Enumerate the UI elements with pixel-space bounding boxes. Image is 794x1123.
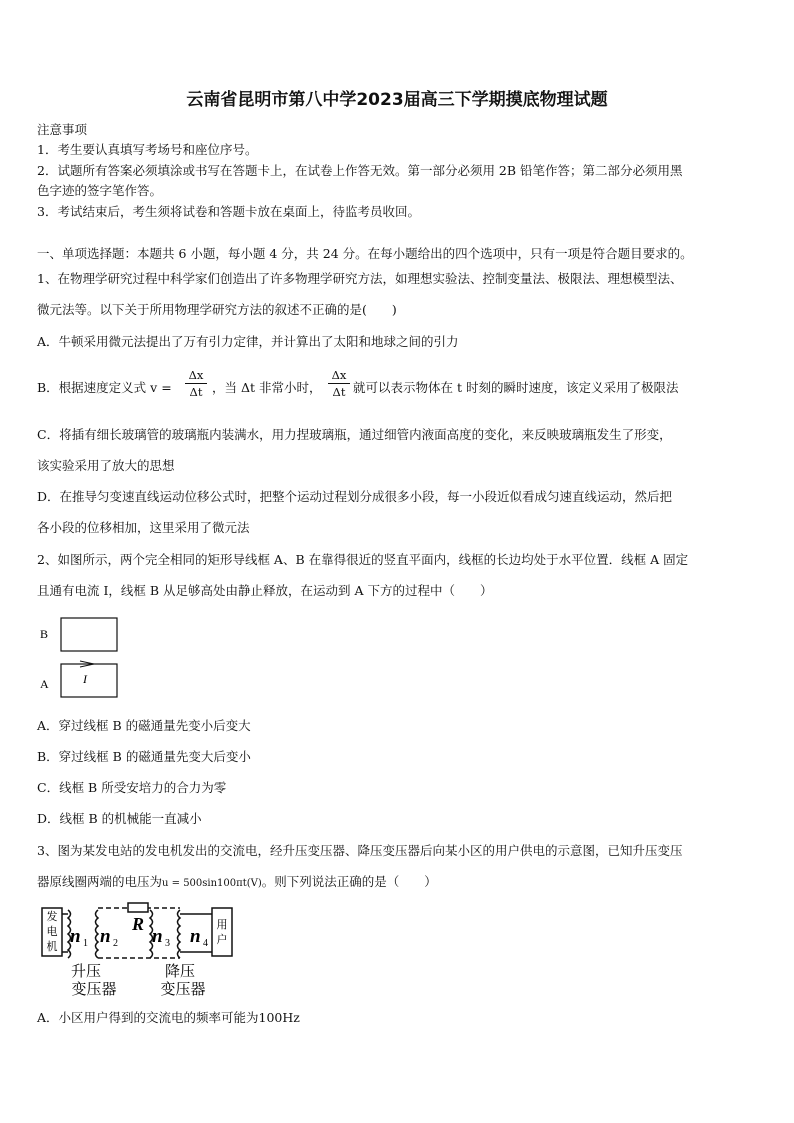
generator-char-3: 机 — [46, 940, 58, 953]
frame-a-rect — [61, 664, 117, 697]
n4-subscript: 4 — [203, 938, 208, 949]
q1-option-b-fraction-1 — [185, 368, 207, 399]
n2-label: n — [100, 926, 111, 947]
n2-subscript: 2 — [113, 938, 118, 949]
q3-transformer-figure — [40, 900, 240, 1000]
q1-option-b-prefix: B．根据速度定义式 v = — [37, 380, 172, 395]
notice-item-2: 2．试题所有答案必须填涂或书写在答题卡上，在试卷上作答无效。第一部分必须用 2B 铅笔作答；第二部分必须用黑 — [37, 163, 683, 178]
q2-option-b: B．穿过线框 B 的磁通量先变大后变小 — [37, 749, 251, 764]
q3-voltage-formula: u = 500sin100πt(V) — [162, 878, 262, 889]
q3-stem-prefix: 器原线圈两端的电压为 — [37, 874, 163, 889]
fraction-numerator: Δx — [331, 368, 347, 382]
step-down-caption-2: 变压器 — [160, 980, 206, 998]
n1-subscript: 1 — [83, 938, 88, 949]
q1-stem-line2: 微元法等。以下关于所用物理学研究方法的叙述不正确的是( ) — [37, 302, 397, 317]
q3-stem-suffix: 。则下列说法正确的是（ ） — [261, 874, 437, 889]
q1-option-c-line2: 该实验采用了放大的思想 — [37, 458, 175, 473]
q2-stem-line2: 且通有电流 I，线框 B 从足够高处由静止释放，在运动到 A 下方的过程中（ ） — [37, 583, 493, 598]
q1-option-b-suffix: 就可以表示物体在 t 时刻的瞬时速度，该定义采用了极限法 — [353, 380, 679, 395]
fraction-denominator: Δt — [332, 385, 346, 399]
user-char-2: 户 — [216, 933, 228, 946]
current-label: I — [83, 672, 87, 686]
n3-subscript: 3 — [165, 938, 170, 949]
q2-option-c: C．线框 B 所受安培力的合力为零 — [37, 780, 227, 795]
q3-stem-line1: 3、图为某发电站的发电机发出的交流电，经升压变压器、降压变压器后向某小区的用户供电的示意图，已知升压变压 — [37, 843, 683, 858]
coil-n4 — [178, 910, 181, 958]
section-heading: 一、单项选择题：本题共 6 小题，每小题 4 分，共 24 分。在每小题给出的四个选项中，只有一项是符合题目要求的。 — [37, 246, 693, 261]
q2-option-a: A．穿过线框 B 的磁通量先变小后变大 — [37, 718, 251, 733]
notice-item-1: 1．考生要认真填写考场号和座位序号。 — [37, 142, 258, 157]
notice-item-2-cont: 色字迹的签字笔作答。 — [37, 183, 163, 198]
q1-option-b-fraction-2 — [328, 368, 350, 399]
q3-stem-line2 — [37, 874, 437, 892]
coil-n2 — [96, 910, 99, 958]
fraction-bar — [185, 383, 207, 384]
q1-option-b-mid: ，当 Δt 非常小时， — [212, 380, 322, 395]
q2-option-d: D．线框 B 的机械能一直减小 — [37, 811, 202, 826]
step-up-caption-2: 变压器 — [71, 980, 117, 998]
resistor-label: R — [132, 914, 145, 934]
page-title: 云南省昆明市第八中学2023届高三下学期摸底物理试题 — [186, 90, 608, 110]
user-box — [212, 908, 232, 956]
user-char-1: 用 — [216, 918, 228, 931]
frame-a-label: A — [40, 677, 49, 691]
n3-label: n — [152, 926, 163, 947]
step-down-caption-1: 降压 — [164, 962, 196, 980]
resistor-r — [128, 903, 148, 912]
n4-label: n — [190, 926, 201, 947]
fraction-denominator: Δt — [189, 385, 203, 399]
frame-b-rect — [61, 618, 117, 651]
q1-option-c-line1: C．将插有细长玻璃管的玻璃瓶内装满水，用力捏玻璃瓶，通过细管内液面高度的变化，来反映玻璃瓶发生了形变， — [37, 427, 672, 442]
generator-char-1: 发 — [46, 910, 58, 923]
q1-stem-line1: 1、在物理学研究过程中科学家们创造出了许多物理学研究方法，如理想实验法、控制变量法、极限法、理想模型法、 — [37, 271, 683, 286]
notice-heading: 注意事项 — [37, 122, 88, 137]
q1-option-a: A．牛顿采用微元法提出了万有引力定律，并计算出了太阳和地球之间的引力 — [37, 334, 459, 349]
notice-item-3: 3．考试结束后，考生须将试卷和答题卡放在桌面上，待监考员收回。 — [37, 204, 420, 219]
step-up-caption-1: 升压 — [70, 962, 102, 980]
generator-char-2: 电 — [46, 925, 58, 938]
q2-stem-line1: 2、如图所示，两个完全相同的矩形导线框 A、B 在靠得很近的竖直平面内，线框的长边均处于水平位置．线框 A 固定 — [37, 552, 689, 567]
fraction-bar — [328, 383, 350, 384]
q1-option-d-line1: D．在推导匀变速直线运动位移公式时，把整个运动过程划分成很多小段，每一小段近似看成匀速直线运动，然后把 — [37, 489, 673, 504]
frame-b-label: B — [40, 627, 49, 641]
n1-label: n — [70, 926, 81, 947]
q1-option-d-line2: 各小段的位移相加，这里采用了微元法 — [37, 520, 250, 535]
fraction-numerator: Δx — [188, 368, 204, 382]
q2-figure-frames — [36, 610, 126, 705]
q3-option-a: A．小区用户得到的交流电的频率可能为100Hz — [37, 1010, 300, 1025]
